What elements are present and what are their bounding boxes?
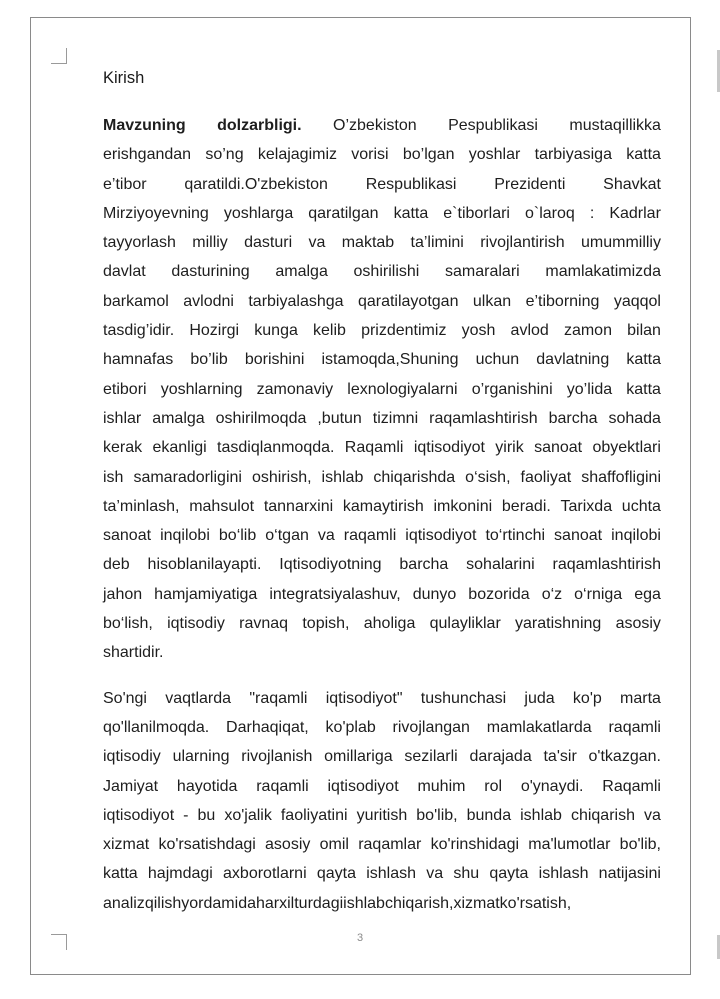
text-line: sanoat inqilobi bo‘lib o‘tgan va raqamli iqtisodiyot to‘rtinchi sanoat inqilobi (103, 527, 661, 545)
text-line: ish samaradorligini oshirish, ishlab chiqarishda o‘sish, faoliyat shaffofligini (103, 468, 661, 486)
text-line: e’tibor qaratildi.O'zbekiston Respublikasi Prezidenti Shavkat (103, 175, 661, 193)
text-line: Mirziyoyevning yoshlarga qaratilgan katta e`tiborlari o`laroq : Kadrlar (103, 204, 661, 222)
text-line: deb hisoblanilayapti. Iqtisodiyotning barcha sohalarini raqamlashtirish (103, 556, 661, 574)
section-heading: Kirish (103, 69, 145, 87)
text-line: Mavzuning dolzarbligi. O’zbekiston Pespublikasi mustaqillikka (103, 117, 661, 134)
page-number: 3 (356, 932, 364, 944)
paragraph-digital-economy (103, 684, 661, 918)
text-line: hamnafas bo’lib borishini istamoqda,Shuning uchun davlatning katta (103, 351, 661, 369)
text-line: analiz qilish yordamida har xil turdagi ishlab chiqarish, xizmat ko'rsatish, (103, 894, 572, 912)
text-line: barkamol avlodni tarbiyalashga qaratilayotgan ulkan e’tiborning yaqqol (103, 292, 661, 310)
text-line: etibori yoshlarning zamonaviy lexnologiyalarni o’rganishini yo’lida katta (103, 380, 661, 398)
text-line: So'ngi vaqtlarda "raqamli iqtisodiyot" tushunchasi juda ko'p marta (103, 689, 661, 707)
crop-mark-top-left (51, 48, 67, 64)
text-line: tayyorlash milliy dasturi va maktab ta’limini rivojlantirish umummilliy (103, 234, 661, 252)
text-line: kerak ekanligi tasdiqlanmoqda. Raqamli iqtisodiyot yirik sanoat obyektlari (103, 439, 661, 457)
text-line: ishlar amalga oshirilmoqda ,butun tizimni raqamlashtirish barcha sohada (103, 409, 661, 427)
text-line: ta’minlash, mahsulot tannarxini kamaytirish imkonini beradi. Tarixda uchta (103, 497, 661, 515)
text-line: iqtisodiy ularning rivojlanish omillariga sezilarli darajada ta'sir o'tkazgan. (103, 748, 661, 766)
document-body (103, 64, 661, 918)
text-line: shartidir. (103, 644, 164, 662)
text-line: katta hajmdagi axborotlarni qayta ishlash va shu qayta ishlash natijasini (103, 865, 661, 883)
text-line: davlat dasturining amalga oshirilishi samaralari mamlakatimizda (103, 263, 661, 281)
text-line: xizmat ko'rsatishdagi asosiy omil raqamlar ko'rinshidagi ma'lumotlar bo'lib, (103, 836, 661, 854)
text-line: erishgandan so’ng kelajagimiz vorisi bo’lgan yoshlar tarbiyasiga katta (103, 146, 661, 164)
text-line: Jamiyat hayotida raqamli iqtisodiyot muhim rol o'ynaydi. Raqamli (103, 777, 661, 795)
text-line: jahon hamjamiyatiga integratsiyalashuv, dunyo bozorida o‘z o‘rniga ega (103, 585, 661, 603)
text-line: qo'llanilmoqda. Darhaqiqat, ko'plab rivojlangan mamlakatlarda raqamli (103, 718, 661, 736)
text-line: bo‘lish, iqtisodiy ravnaq topish, aholiga qulayliklar yaratishning asosiy (103, 615, 661, 633)
text-line: tasdig’idir. Hozirgi kunga kelib prizdentimiz yosh avlod zamon bilan (103, 322, 661, 340)
text-line: iqtisodiyot - bu xo'jalik faoliyatini yuritish bo'lib, bunda ishlab chiqarish va (103, 806, 661, 824)
paragraph-relevance (103, 111, 661, 668)
